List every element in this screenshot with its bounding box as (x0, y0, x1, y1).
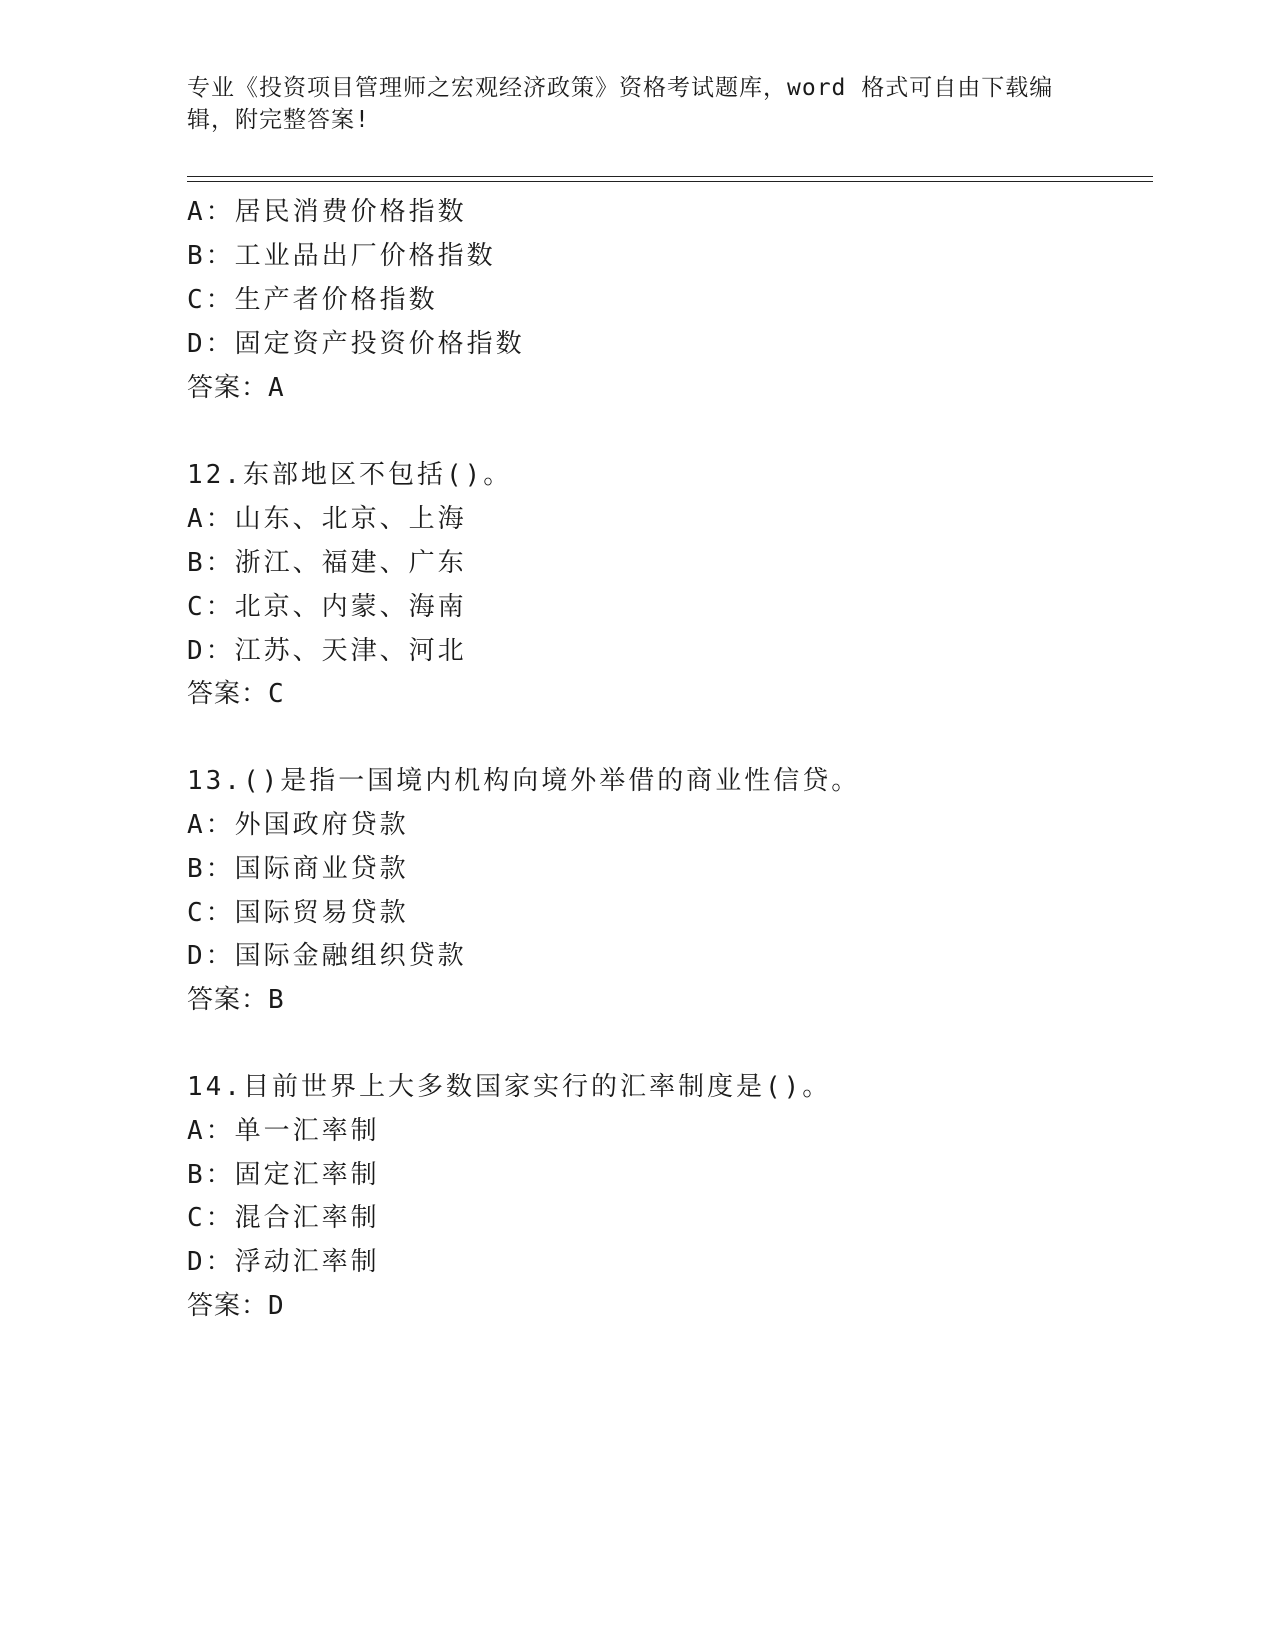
header-note (187, 72, 1087, 136)
option-c: C：混合汇率制 (187, 1203, 380, 1233)
question-text: 14.目前世界上大多数国家实行的汇率制度是()。 (187, 1072, 832, 1102)
option-b: B：国际商业贷款 (187, 854, 409, 884)
option-b: B：固定汇率制 (187, 1160, 380, 1190)
answer: 答案：D (187, 1291, 285, 1321)
option-d: D：江苏、天津、河北 (187, 636, 467, 666)
header-line-1: 专业《投资项目管理师之宏观经济政策》资格考试题库，word 格式可自由下载编 (187, 75, 1054, 101)
option-b: B：工业品出厂价格指数 (187, 241, 496, 271)
option-a: A：居民消费价格指数 (187, 197, 467, 227)
answer: 答案：A (187, 373, 285, 403)
header-rule-bottom (187, 181, 1153, 182)
question-text: 13.()是指一国境内机构向境外举借的商业性信贷。 (187, 766, 861, 796)
option-a: A：山东、北京、上海 (187, 504, 467, 534)
option-c: C：生产者价格指数 (187, 285, 438, 315)
header-rule-top (187, 176, 1153, 177)
option-c: C：国际贸易贷款 (187, 898, 409, 928)
answer: 答案：B (187, 985, 285, 1015)
option-a: A：外国政府贷款 (187, 810, 409, 840)
option-b: B：浙江、福建、广东 (187, 548, 467, 578)
option-c: C：北京、内蒙、海南 (187, 592, 467, 622)
option-d: D：国际金融组织贷款 (187, 941, 467, 971)
header-line-2: 辑，附完整答案! (187, 107, 370, 133)
option-a: A：单一汇率制 (187, 1116, 380, 1146)
answer: 答案：C (187, 679, 285, 709)
question-text: 12.东部地区不包括()。 (187, 460, 513, 490)
option-d: D：固定资产投资价格指数 (187, 329, 525, 359)
option-d: D：浮动汇率制 (187, 1247, 380, 1277)
